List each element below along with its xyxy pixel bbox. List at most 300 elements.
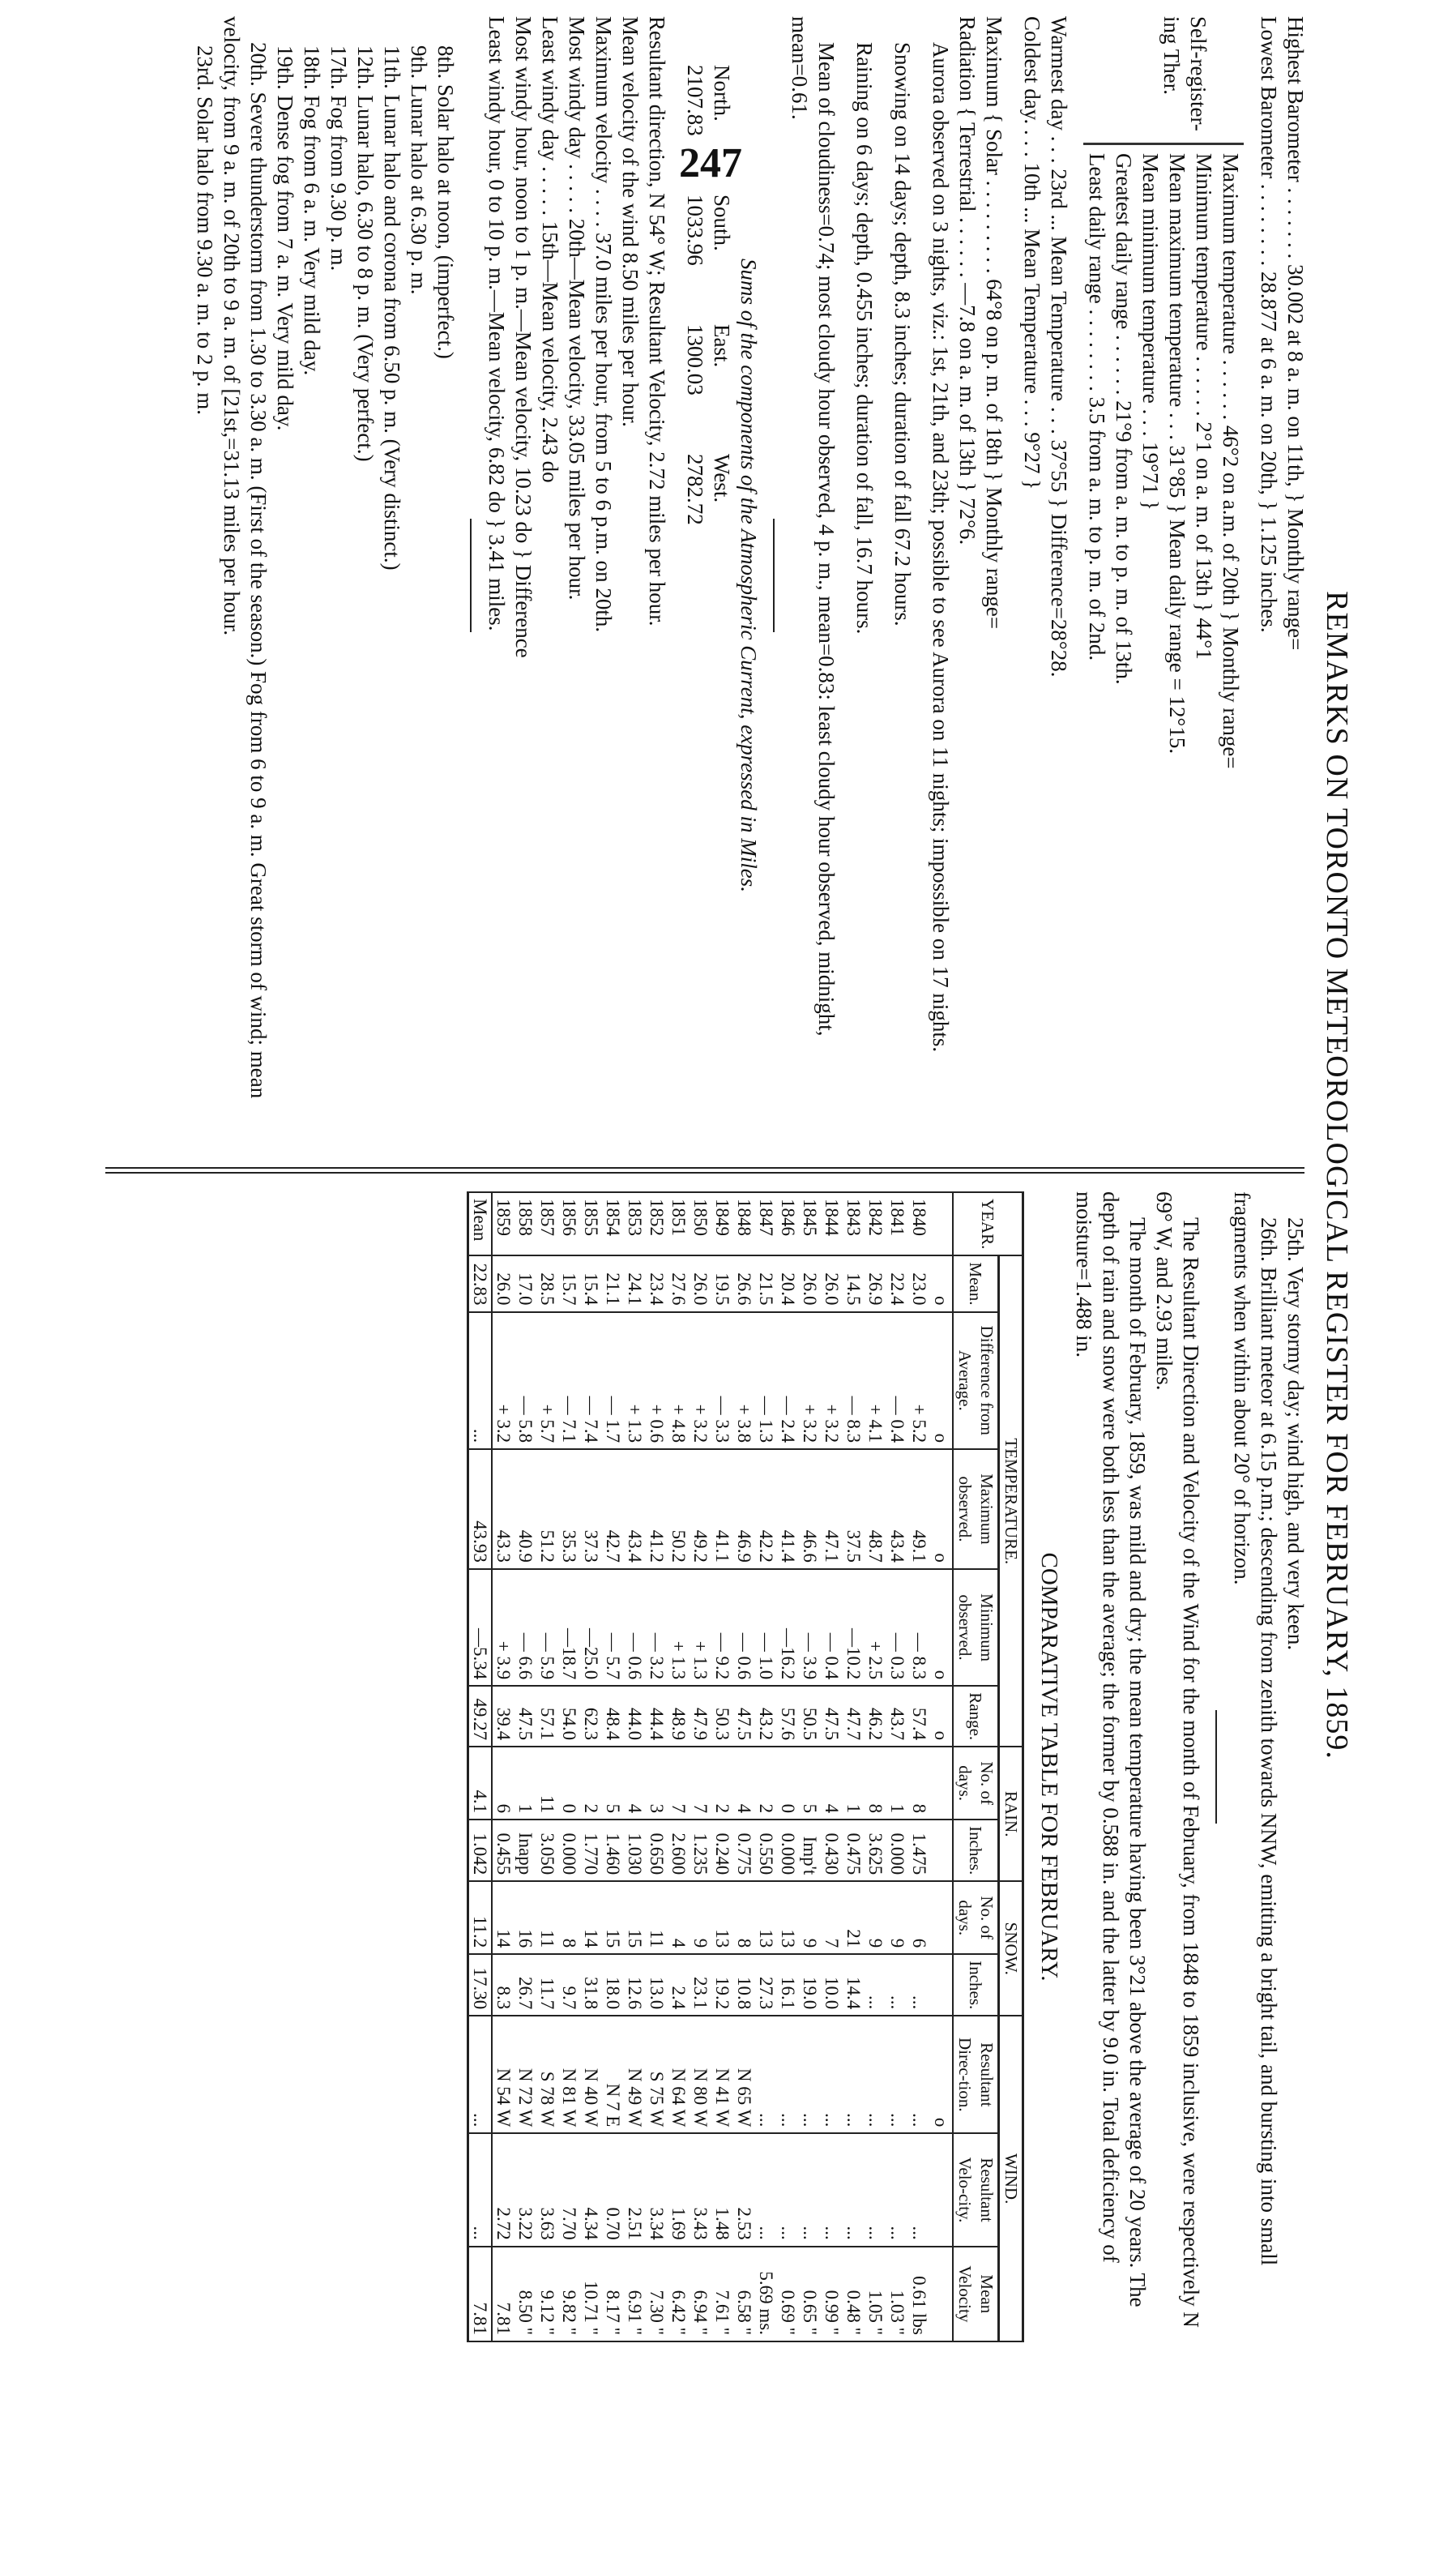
table-cell: 41.1 bbox=[711, 1449, 733, 1569]
table-cell: 23.0 bbox=[908, 1255, 930, 1311]
table-cell: 16.1 bbox=[777, 1954, 799, 2016]
table-cell: —25.0 bbox=[580, 1569, 602, 1686]
table-cell: — 3.9 bbox=[799, 1569, 821, 1686]
table-cell: 51.2 bbox=[536, 1449, 558, 1569]
table-cell: + 1.3 bbox=[690, 1569, 711, 1686]
table-cell: 43.3 bbox=[492, 1449, 515, 1569]
table-cell: 9.12 " bbox=[536, 2247, 558, 2341]
self-register-lines bbox=[1083, 143, 1244, 769]
table-cell: N 72 W bbox=[515, 2016, 536, 2133]
barometer-line: Lowest Barometer . . . . . . . . 28.877 at 6 a. m. on 20th, } 1.125 inches. bbox=[1257, 16, 1281, 633]
table-cell: 31.8 bbox=[580, 1954, 602, 2016]
sums-header: North. bbox=[710, 65, 734, 122]
year-cell: 1843 bbox=[843, 1192, 865, 1255]
table-cell: + 4.8 bbox=[668, 1312, 690, 1450]
table-cell: o bbox=[930, 1686, 953, 1747]
year-cell: 1844 bbox=[821, 1192, 843, 1255]
table-cell: 0.99 " bbox=[821, 2247, 843, 2341]
table-cell: 13 bbox=[755, 1881, 777, 1954]
self-register-label: Self-register- ing Ther. bbox=[1159, 16, 1210, 131]
table-cell: 23.4 bbox=[646, 1255, 668, 1311]
year-cell: 1842 bbox=[865, 1192, 886, 1255]
thermometer-line: Least daily range . . . . . . . . 3.5 from a. m. to p. m. of 2nd. bbox=[1085, 153, 1109, 661]
table-cell: 9.82 " bbox=[558, 2247, 580, 2341]
section-rule bbox=[470, 519, 472, 632]
table-cell: 0.240 bbox=[711, 1820, 733, 1881]
table-cell: ... bbox=[755, 2133, 777, 2246]
table-cell: 26.0 bbox=[492, 1255, 515, 1311]
table-cell: 9.7 bbox=[558, 1954, 580, 2016]
table-cell: 19.0 bbox=[799, 1954, 821, 2016]
table-cell: 50.2 bbox=[668, 1449, 690, 1569]
table-cell: 6.91 " bbox=[624, 2247, 646, 2341]
table-cell: + 1.3 bbox=[668, 1569, 690, 1686]
table-cell: 4.1 bbox=[468, 1747, 493, 1820]
table-cell: 11.7 bbox=[536, 1954, 558, 2016]
table-cell: 6.42 " bbox=[668, 2247, 690, 2341]
table-cell: 0.475 bbox=[843, 1820, 865, 1881]
table-cell: 44.4 bbox=[646, 1686, 668, 1747]
table-cell: 2 bbox=[711, 1747, 733, 1820]
table-cell: 8 bbox=[908, 1747, 930, 1820]
table-cell: + 3.2 bbox=[821, 1312, 843, 1450]
table-cell: 7.81 bbox=[468, 2247, 493, 2341]
table-cell: 57.6 bbox=[777, 1686, 799, 1747]
table-cell: 50.3 bbox=[711, 1686, 733, 1747]
table-cell: + 3.2 bbox=[690, 1312, 711, 1450]
table-cell: 43.4 bbox=[624, 1449, 646, 1569]
table-cell: 20.4 bbox=[777, 1255, 799, 1311]
year-cell: 1857 bbox=[536, 1192, 558, 1255]
table-cell bbox=[930, 1954, 953, 2016]
table-header: Mean Velocity bbox=[953, 2247, 999, 2341]
year-cell: 1841 bbox=[886, 1192, 908, 1255]
snowing-text: Snowing on 14 days; depth, 8.3 inches; duration of fall 67.2 hours. bbox=[890, 42, 915, 626]
table-title: COMPARATIVE TABLE FOR FEBRUARY. bbox=[1036, 1552, 1062, 1982]
table-cell: — 8.3 bbox=[908, 1569, 930, 1686]
table-group-row bbox=[999, 1192, 1023, 2341]
table-cell: ... bbox=[843, 2016, 865, 2133]
table-cell: N 81 W bbox=[558, 2016, 580, 2133]
table-row bbox=[646, 1192, 668, 2341]
table-cell: 42.2 bbox=[755, 1449, 777, 1569]
table-row bbox=[492, 1192, 515, 2341]
table-cell: 46.9 bbox=[733, 1449, 755, 1569]
table-cell: S 75 W bbox=[646, 2016, 668, 2133]
table-cell: 23.1 bbox=[690, 1954, 711, 2016]
table-cell: 28.5 bbox=[536, 1255, 558, 1311]
table-cell: 46.6 bbox=[799, 1449, 821, 1569]
table-cell: ... bbox=[468, 1312, 493, 1450]
sums-values bbox=[681, 16, 708, 584]
table-cell: 0.69 " bbox=[777, 2247, 799, 2341]
table-cell: 2.51 bbox=[624, 2133, 646, 2246]
table-cell: 1.235 bbox=[690, 1820, 711, 1881]
wind-line: Maximum velocity . . . . 37.0 miles per hour, from 5 to 6 p.m. on 20th. bbox=[591, 16, 616, 633]
table-cell: 1.475 bbox=[908, 1820, 930, 1881]
table-header: Resultant Direc-tion. bbox=[953, 2016, 999, 2133]
table-cell: ... bbox=[908, 2133, 930, 2246]
table-cell: 0.000 bbox=[886, 1820, 908, 1881]
table-cell: 8.17 " bbox=[602, 2247, 624, 2341]
table-cell: —5.34 bbox=[468, 1569, 493, 1686]
event-line: 20th. Severe thunderstorm from 1.30 to 3.30 a. m. (First of the season.) Fog from 6 to 9 a. m. Great storm of wind; mean velocity, from 9 a. m. of 20th to 9 a. m. of [21st,=31.13 miles per hour. bbox=[220, 16, 271, 1099]
table-row bbox=[624, 1192, 646, 2341]
table-cell: 49.1 bbox=[908, 1449, 930, 1569]
table-cell: 0.550 bbox=[755, 1820, 777, 1881]
table-cell: 8.3 bbox=[492, 1954, 515, 2016]
sums-value: 1300.03 bbox=[683, 324, 707, 396]
table-cell: — 8.3 bbox=[843, 1312, 865, 1450]
table-row bbox=[515, 1192, 536, 2341]
table-cell: 15.7 bbox=[558, 1255, 580, 1311]
table-cell: 1.03 " bbox=[886, 2247, 908, 2341]
right-column bbox=[467, 1191, 1309, 2342]
table-header: Difference from Average. bbox=[953, 1312, 999, 1450]
table-cell: + 5.2 bbox=[908, 1312, 930, 1450]
table-cell: 9 bbox=[886, 1881, 908, 1954]
table-header-row bbox=[953, 1192, 999, 2341]
table-cell: 47.5 bbox=[733, 1686, 755, 1747]
table-group-header: RAIN. bbox=[999, 1747, 1023, 1881]
table-cell: ... bbox=[777, 2133, 799, 2246]
table-cell: 17.30 bbox=[468, 1954, 493, 2016]
table-cell: N 41 W bbox=[711, 2016, 733, 2133]
table-cell: 26.6 bbox=[733, 1255, 755, 1311]
table-cell: o bbox=[930, 1569, 953, 1686]
table-row bbox=[602, 1192, 624, 2341]
table-cell: o bbox=[930, 1449, 953, 1569]
table-cell: 2 bbox=[580, 1747, 602, 1820]
wind-line: Mean velocity of the wind 8.50 miles per hour. bbox=[618, 16, 643, 427]
table-cell: 8 bbox=[558, 1881, 580, 1954]
table-cell: — 5.8 bbox=[515, 1312, 536, 1450]
table-cell: + 0.6 bbox=[646, 1312, 668, 1450]
sums-value: 2782.72 bbox=[683, 454, 707, 525]
table-cell: 15 bbox=[602, 1881, 624, 1954]
table-cell: 0 bbox=[777, 1747, 799, 1820]
table-cell: 15.4 bbox=[580, 1255, 602, 1311]
thermometer-line: Mean minimum temperature . . . 19°71 } bbox=[1138, 153, 1163, 511]
resultant-paragraph: The Resultant Direction and Velocity of the Wind for the month of February, from 1848 to 1859 inclusive, were respectively N 69° W, and 2.93 miles. bbox=[1152, 1191, 1203, 2328]
table-cell: 21 bbox=[843, 1881, 865, 1954]
table-cell: 22.83 bbox=[468, 1255, 493, 1311]
table-cell: 13.0 bbox=[646, 1954, 668, 2016]
table-cell: 4 bbox=[733, 1747, 755, 1820]
table-cell: ... bbox=[843, 2133, 865, 2246]
table-cell: 27.3 bbox=[755, 1954, 777, 2016]
table-cell: + 5.7 bbox=[536, 1312, 558, 1450]
column-divider bbox=[105, 1167, 1304, 1174]
table-cell: — 1.3 bbox=[755, 1312, 777, 1450]
cloudiness-text: Mean of cloudiness=0.74; most cloudy hour observed, 4 p. m., mean=0.83: least cloudy hour observed, midnight, mean=0.61. bbox=[788, 16, 839, 1037]
event-line: 17th. Fog from 9.30 p. m. bbox=[327, 45, 351, 272]
table-row bbox=[558, 1192, 580, 2341]
table-cell: 24.1 bbox=[624, 1255, 646, 1311]
sums-title: Sums of the components of the Atmospheric Current, expressed in Miles. bbox=[737, 259, 761, 892]
table-row bbox=[536, 1192, 558, 2341]
table-cell: 2.53 bbox=[733, 2133, 755, 2246]
table-cell: 13 bbox=[777, 1881, 799, 1954]
table-cell: 4 bbox=[624, 1747, 646, 1820]
table-cell: 43.4 bbox=[886, 1449, 908, 1569]
table-cell: Imp't bbox=[799, 1820, 821, 1881]
table-cell: 7.30 " bbox=[646, 2247, 668, 2341]
table-cell: 12.6 bbox=[624, 1954, 646, 2016]
table-row bbox=[733, 1192, 755, 2341]
table-cell: 0.000 bbox=[777, 1820, 799, 1881]
table-cell: 1 bbox=[886, 1747, 908, 1820]
table-cell: ... bbox=[865, 2016, 886, 2133]
table-cell: + 1.3 bbox=[624, 1312, 646, 1450]
table-cell: 0.000 bbox=[558, 1820, 580, 1881]
table-cell: 4 bbox=[668, 1881, 690, 1954]
table-cell: 26.7 bbox=[515, 1954, 536, 2016]
table-cell: — 0.6 bbox=[624, 1569, 646, 1686]
raining-text: Raining on 6 days; depth, 0.455 inches; duration of fall, 16.7 hours. bbox=[852, 42, 877, 635]
table-cell: — 1.7 bbox=[602, 1312, 624, 1450]
table-cell: 1 bbox=[843, 1747, 865, 1820]
table-cell: ... bbox=[821, 2133, 843, 2246]
table-cell: 49.27 bbox=[468, 1686, 493, 1747]
table-row bbox=[886, 1192, 908, 2341]
thermometer-line: Minimum temperature . . . . . . 2°1 on a. m. of 13th } 44°1 bbox=[1192, 153, 1216, 660]
table-cell: N 65 W bbox=[733, 2016, 755, 2133]
radiation-line: Maximum { Solar . . . . . . . . . 64°8 on p. m. of 18th } Monthly range= bbox=[982, 16, 1006, 630]
table-cell: — 6.6 bbox=[515, 1569, 536, 1686]
table-cell: 0.775 bbox=[733, 1820, 755, 1881]
table-cell: 50.5 bbox=[799, 1686, 821, 1747]
table-cell: 0.650 bbox=[646, 1820, 668, 1881]
wind-line: Most windy day . . . . . 20th—Mean velocity, 33.05 miles per hour. bbox=[565, 16, 589, 601]
table-cell: 14 bbox=[580, 1881, 602, 1954]
table-cell: 6 bbox=[492, 1747, 515, 1820]
table-cell: 1.69 bbox=[668, 2133, 690, 2246]
table-cell: 54.0 bbox=[558, 1686, 580, 1747]
year-cell: 1848 bbox=[733, 1192, 755, 1255]
table-cell: 0.455 bbox=[492, 1820, 515, 1881]
table-cell: 48.7 bbox=[865, 1449, 886, 1569]
table-cell: — 0.4 bbox=[886, 1312, 908, 1450]
sums-header: West. bbox=[710, 454, 734, 503]
aurora-text: Aurora observed on 3 nights, viz.: 1st, 21th, and 23th; possible to see Aurora on 11 nights; impossible on 17 nights. bbox=[929, 42, 953, 1053]
table-cell: ... bbox=[886, 2133, 908, 2246]
table-row bbox=[908, 1192, 930, 2341]
table-cell: 21.1 bbox=[602, 1255, 624, 1311]
table-cell: 0.61 lbs bbox=[908, 2247, 930, 2341]
table-row bbox=[711, 1192, 733, 2341]
event-line: 11th. Lunar halo and corona from 6.50 p. m. (Very distinct.) bbox=[380, 45, 404, 571]
table-cell: 26.9 bbox=[865, 1255, 886, 1311]
sums-value: 1033.96 bbox=[683, 195, 707, 266]
table-cell: — 2.4 bbox=[777, 1312, 799, 1450]
table-cell: 11.2 bbox=[468, 1881, 493, 1954]
table-cell: 1 bbox=[515, 1747, 536, 1820]
table-cell: Inapp bbox=[515, 1820, 536, 1881]
table-cell: 47.5 bbox=[515, 1686, 536, 1747]
table-cell: ... bbox=[799, 2016, 821, 2133]
table-cell: 22.4 bbox=[886, 1255, 908, 1311]
table-cell: 3.63 bbox=[536, 2133, 558, 2246]
table-cell: ... bbox=[821, 2016, 843, 2133]
table-header: Range. bbox=[953, 1686, 999, 1747]
table-cell: 47.5 bbox=[821, 1686, 843, 1747]
table-cell: 4 bbox=[821, 1747, 843, 1820]
table-cell: ... bbox=[468, 2133, 493, 2246]
thermometer-line: Greatest daily range . . . . . . 21°9 from a. m. to p. m. of 13th. bbox=[1112, 153, 1136, 685]
table-cell: — 1.0 bbox=[755, 1569, 777, 1686]
table-cell: 9 bbox=[865, 1881, 886, 1954]
table-cell: 2.600 bbox=[668, 1820, 690, 1881]
table-cell: ... bbox=[755, 2016, 777, 2133]
table-cell: 6 bbox=[908, 1881, 930, 1954]
table-cell: 57.4 bbox=[908, 1686, 930, 1747]
table-group-header: WIND. bbox=[999, 2016, 1023, 2341]
table-cell: 11 bbox=[536, 1881, 558, 1954]
table-cell: 48.9 bbox=[668, 1686, 690, 1747]
table-cell: 3.34 bbox=[646, 2133, 668, 2246]
table-cell: + 3.2 bbox=[799, 1312, 821, 1450]
year-cell: 1859 bbox=[492, 1192, 515, 1255]
table-cell: — 3.2 bbox=[646, 1569, 668, 1686]
table-cell: + 3.8 bbox=[733, 1312, 755, 1450]
table-row bbox=[580, 1192, 602, 2341]
table-cell: 14.4 bbox=[843, 1954, 865, 2016]
table-cell: 3.625 bbox=[865, 1820, 886, 1881]
table-cell: 1.770 bbox=[580, 1820, 602, 1881]
table-row bbox=[777, 1192, 799, 2341]
table-cell: N 49 W bbox=[624, 2016, 646, 2133]
table-header: Inches. bbox=[953, 1820, 999, 1881]
event-line: 9th. Lunar halo at 6.30 p. m. bbox=[407, 45, 431, 295]
table-cell: 26.0 bbox=[799, 1255, 821, 1311]
table-group-header: SNOW. bbox=[999, 1881, 1023, 2016]
table-cell: 3.43 bbox=[690, 2133, 711, 2246]
coldest-day-line: Coldest day. . . . 10th ... Mean Temperature . . . 9°27 } bbox=[1020, 16, 1044, 490]
table-cell: — 0.3 bbox=[886, 1569, 908, 1686]
sums-headers bbox=[708, 16, 735, 584]
wind-line: Least windy day . . . . . 15th—Mean velocity, 2.43 do bbox=[538, 16, 562, 483]
year-cell: 1840 bbox=[908, 1192, 930, 1255]
table-cell: 3.22 bbox=[515, 2133, 536, 2246]
section-rule bbox=[773, 519, 775, 632]
table-cell: 7 bbox=[668, 1747, 690, 1820]
section-rule bbox=[1215, 1710, 1217, 1824]
table-cell: ... bbox=[865, 1954, 886, 2016]
table-cell: —16.2 bbox=[777, 1569, 799, 1686]
table-cell: 7.81 bbox=[492, 2247, 515, 2341]
table-cell: 7 bbox=[821, 1881, 843, 1954]
table-row bbox=[865, 1192, 886, 2341]
table-cell: 13 bbox=[711, 1881, 733, 1954]
table-row bbox=[690, 1192, 711, 2341]
self-register-block bbox=[1083, 16, 1244, 1135]
sums-value: 2107.83 bbox=[683, 65, 707, 136]
event-line: 12th. Lunar halo, 6.30 to 8 p. m. (Very perfect.) bbox=[353, 45, 378, 462]
table-cell: 27.6 bbox=[668, 1255, 690, 1311]
table-header: No. of days. bbox=[953, 1881, 999, 1954]
table-cell: 1.05 " bbox=[865, 2247, 886, 2341]
table-cell: 37.3 bbox=[580, 1449, 602, 1569]
table-header: Minimum observed. bbox=[953, 1569, 999, 1686]
table-cell: 11 bbox=[646, 1881, 668, 1954]
table-cell: + 3.9 bbox=[492, 1569, 515, 1686]
thermometer-line: Maximum temperature . . . . . . 46°2 on a.m. of 20th } Monthly range= bbox=[1219, 153, 1243, 769]
table-row bbox=[755, 1192, 777, 2341]
table-cell: 57.1 bbox=[536, 1686, 558, 1747]
table-cell: 26.0 bbox=[821, 1255, 843, 1311]
table-cell: 26.0 bbox=[690, 1255, 711, 1311]
thermometer-line: Mean maximum temperature . . . 31°85 } Mean daily range = 12°15. bbox=[1165, 153, 1189, 755]
left-column bbox=[191, 16, 1309, 1135]
table-cell bbox=[930, 2133, 953, 2246]
year-cell: 1845 bbox=[799, 1192, 821, 1255]
table-cell: 2.72 bbox=[492, 2133, 515, 2246]
table-cell: 43.2 bbox=[755, 1686, 777, 1747]
year-cell: 1849 bbox=[711, 1192, 733, 1255]
table-cell: 41.2 bbox=[646, 1449, 668, 1569]
table-cell: 47.7 bbox=[843, 1686, 865, 1747]
table-cell: 48.4 bbox=[602, 1686, 624, 1747]
table-cell: 6.58 " bbox=[733, 2247, 755, 2341]
table-cell: 40.9 bbox=[515, 1449, 536, 1569]
table-cell: 16 bbox=[515, 1881, 536, 1954]
event-line: 19th. Dense fog from 7 a. m. Very mild day. bbox=[273, 45, 297, 431]
table-cell: 46.2 bbox=[865, 1686, 886, 1747]
sums-header: East. bbox=[710, 324, 734, 368]
table-cell: 21.5 bbox=[755, 1255, 777, 1311]
table-cell: 4.34 bbox=[580, 2133, 602, 2246]
table-cell: o bbox=[930, 2016, 953, 2133]
table-cell: N 54 W bbox=[492, 2016, 515, 2133]
table-cell: — 5.7 bbox=[602, 1569, 624, 1686]
table-row bbox=[843, 1192, 865, 2341]
table-cell: —18.7 bbox=[558, 1569, 580, 1686]
table-cell: —10.2 bbox=[843, 1569, 865, 1686]
page-title: REMARKS ON TORONTO METEOROLOGICAL REGISTER FOR FEBRUARY, 1859. bbox=[1320, 591, 1354, 1760]
radiation-line: Radiation { Terrestrial . . . . . . —7.8 on a. m. of 13th } 72°6. bbox=[955, 16, 980, 545]
table-header: Mean. bbox=[953, 1255, 999, 1311]
table-cell: ... bbox=[886, 1954, 908, 2016]
table-cell: N 40 W bbox=[580, 2016, 602, 2133]
table-cell: 1.48 bbox=[711, 2133, 733, 2246]
year-cell: 1856 bbox=[558, 1192, 580, 1255]
table-cell: N 80 W bbox=[690, 2016, 711, 2133]
table-cell: + 4.1 bbox=[865, 1312, 886, 1450]
table-cell: ... bbox=[886, 2016, 908, 2133]
table-cell bbox=[930, 1820, 953, 1881]
table-cell: 8 bbox=[733, 1881, 755, 1954]
table-cell: 49.2 bbox=[690, 1449, 711, 1569]
table-cell: 42.7 bbox=[602, 1449, 624, 1569]
table-cell: 44.0 bbox=[624, 1686, 646, 1747]
year-cell: 1852 bbox=[646, 1192, 668, 1255]
year-cell: 1846 bbox=[777, 1192, 799, 1255]
table-cell: 0.48 " bbox=[843, 2247, 865, 2341]
table-cell: 2 bbox=[755, 1747, 777, 1820]
table-cell: 3.050 bbox=[536, 1820, 558, 1881]
table-cell: 1.030 bbox=[624, 1820, 646, 1881]
year-cell: 1851 bbox=[668, 1192, 690, 1255]
wind-line: Most windy hour, noon to 1 p. m.—Mean velocity, 10.23 do } Difference bbox=[511, 16, 536, 658]
table-cell: 14.5 bbox=[843, 1255, 865, 1311]
table-cell: 5 bbox=[799, 1747, 821, 1820]
table-cell: 1.460 bbox=[602, 1820, 624, 1881]
table-row bbox=[668, 1192, 690, 2341]
event-line: 23rd. Solar halo from 9.30 a. m. to 2 p. m. bbox=[193, 45, 217, 415]
table-cell: 47.1 bbox=[821, 1449, 843, 1569]
table-cell: ... bbox=[468, 2016, 493, 2133]
